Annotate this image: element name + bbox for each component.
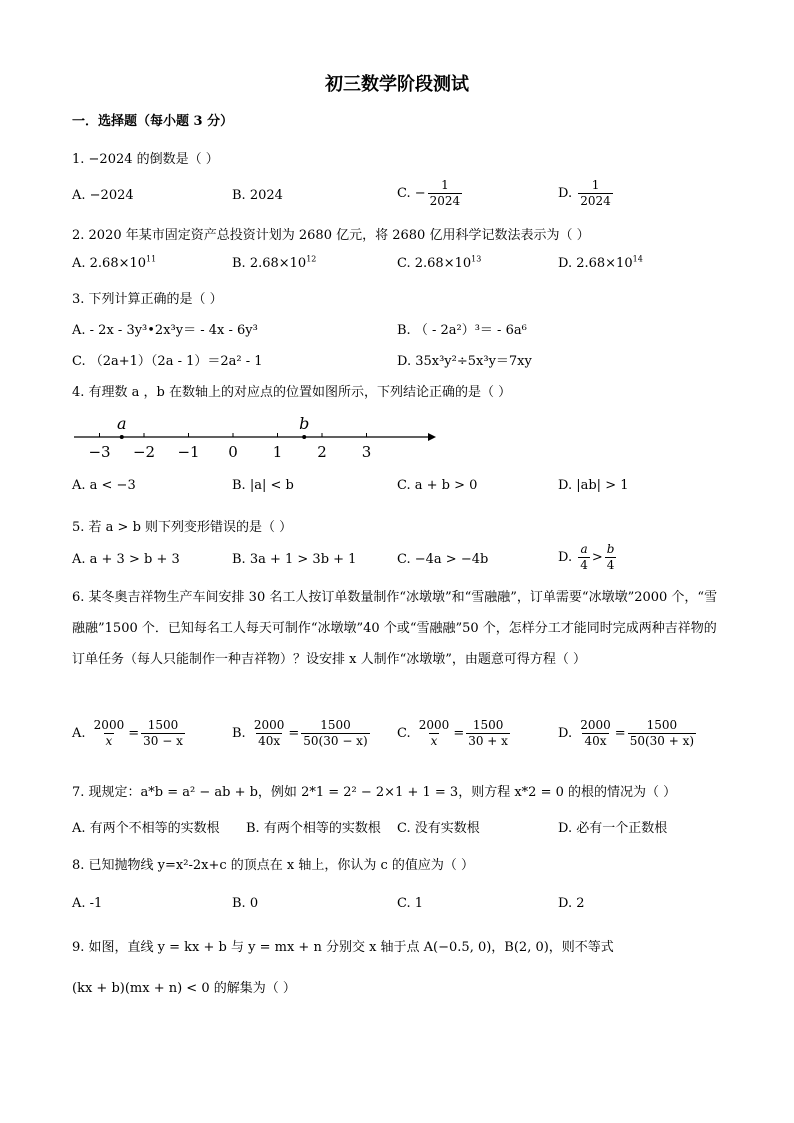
q6-c-left xyxy=(417,718,452,749)
q5-d-left-fraction xyxy=(578,542,590,573)
point-a-dot xyxy=(120,435,124,439)
q6-d-right xyxy=(628,718,696,749)
q8-stem: 8. 已知抛物线 y=x²-2x+c 的顶点在 x 轴上，你认为 c 的值应为（ ） xyxy=(72,858,475,873)
q8-option-b: B. 0 xyxy=(232,896,259,911)
q6-b-left xyxy=(252,718,287,749)
q4-stem: 4. 有理数 a ，b 在数轴上的对应点的位置如图所示，下列结论正确的是（ ） xyxy=(72,385,512,400)
q2-option-c-base: C. 2.68×10 xyxy=(397,256,472,271)
q2-option-d-base: D. 2.68×10 xyxy=(558,256,633,271)
number-line-tick-label: 2 xyxy=(317,443,327,461)
q5-d-operator: > xyxy=(591,550,603,565)
q6-option-c xyxy=(397,718,512,749)
q1-option-d xyxy=(558,178,615,209)
q8-option-c: C. 1 xyxy=(397,896,424,911)
q7-option-b: B. 有两个相等的实数根 xyxy=(246,821,381,836)
q2-option-b-exponent: 12 xyxy=(306,254,317,264)
fraction-numerator: 1500 xyxy=(646,718,678,732)
q5-option-c: C. −4a > −4b xyxy=(397,552,489,567)
fraction-numerator: 1500 xyxy=(320,718,351,732)
q6-option-c-label: C. xyxy=(397,726,411,741)
q9-line-1: 9. 如图，直线 y = kx + b 与 y = mx + n 分别交 x 轴于点 A(−0.5, 0)，B(2, 0)，则不等式 xyxy=(72,940,614,955)
number-line-tick-label: −3 xyxy=(88,443,111,461)
q2-option-c-exponent: 13 xyxy=(471,254,482,264)
q2-option-a xyxy=(72,256,156,271)
fraction-numerator: b xyxy=(606,542,615,556)
equals-sign: = xyxy=(128,726,140,741)
q3-stem: 3. 下列计算正确的是（ ） xyxy=(72,292,223,307)
fraction-numerator: 1 xyxy=(591,178,600,192)
q5-option-b: B. 3a + 1 > 3b + 1 xyxy=(232,552,357,567)
q5-stem: 5. 若 a > b 则下列变形错误的是（ ） xyxy=(72,520,293,535)
q6-a-right xyxy=(141,718,185,749)
equals-sign: = xyxy=(614,726,626,741)
q8-option-a: A. -1 xyxy=(72,896,103,911)
q2-option-a-exponent: 11 xyxy=(146,254,157,264)
q1-stem: 1. −2024 的倒数是（ ） xyxy=(72,152,219,167)
fraction-denominator: 4 xyxy=(606,558,615,572)
q6-option-d xyxy=(558,718,698,749)
q2-option-b xyxy=(232,256,316,271)
q5-option-d-label: D. xyxy=(558,550,573,565)
q6-option-a xyxy=(72,718,187,749)
fraction-numerator: 1500 xyxy=(147,718,179,732)
fraction-denominator: 40x xyxy=(584,734,607,748)
q5-option-a: A. a + 3 > b + 3 xyxy=(72,552,180,567)
q3-option-c: C. （2a+1）（2a ‑ 1）＝2a² ‑ 1 xyxy=(72,354,263,369)
q4-option-d: D. |ab| > 1 xyxy=(558,478,629,493)
equals-sign: = xyxy=(288,726,300,741)
fraction-numerator: 2000 xyxy=(580,718,611,732)
q2-stem: 2. 2020 年某市固定资产总投资计划为 2680 亿元，将 2680 亿用科学记数法表示为（ ） xyxy=(72,228,590,243)
page-title: 初三数学阶段测试 xyxy=(325,74,469,95)
number-line-tick-label: 3 xyxy=(361,443,372,461)
number-line-tick-label: 1 xyxy=(272,443,283,461)
number-line-points xyxy=(117,414,309,439)
q7-stem: 7. 现规定：a*b = a² − ab + b，例如 2*1 = 2² − 2×1 + 1 = 3，则方程 x*2 = 0 的根的情况为（ ） xyxy=(72,785,677,800)
fraction-denominator: 30 + x xyxy=(468,734,508,748)
fraction-denominator: x xyxy=(105,734,113,748)
q6-c-right xyxy=(466,718,510,749)
fraction-numerator: a xyxy=(580,542,588,556)
q1-option-c-label: C. − xyxy=(397,186,426,201)
q2-option-d-exponent: 14 xyxy=(632,254,643,264)
fraction-denominator: 50(30 + x) xyxy=(629,734,695,748)
fraction-denominator: 50(30 − x) xyxy=(303,734,368,748)
q2-option-c xyxy=(397,256,481,271)
fraction-numerator: 2000 xyxy=(93,718,125,732)
q6-a-left xyxy=(92,718,127,749)
fraction-denominator: x xyxy=(430,734,438,748)
q6-option-b-label: B. xyxy=(232,726,246,741)
q7-option-c: C. 没有实数根 xyxy=(397,821,480,836)
q2-option-a-base: A. 2.68×10 xyxy=(72,256,147,271)
fraction-denominator: 40x xyxy=(258,734,281,748)
fraction-numerator: 2000 xyxy=(253,718,285,732)
point-a-label: a xyxy=(116,414,127,433)
fraction-numerator: 2000 xyxy=(418,718,450,732)
number-line-arrow xyxy=(428,433,436,441)
q6-option-d-label: D. xyxy=(558,726,573,741)
number-line-figure xyxy=(72,410,452,466)
q6-d-left xyxy=(578,718,613,749)
q3-option-d: D. 35x³y²÷5x³y＝7xy xyxy=(397,354,532,369)
point-b-dot xyxy=(302,435,306,439)
fraction-numerator: 1500 xyxy=(472,718,504,732)
number-line-tick-label: −2 xyxy=(132,443,156,461)
q2-option-d xyxy=(558,256,643,271)
q1-option-a: A. −2024 xyxy=(72,188,134,203)
q4-option-a: A. a < −3 xyxy=(72,478,136,493)
q5-d-right-fraction xyxy=(605,542,617,573)
q5-option-d xyxy=(558,542,618,573)
q7-option-d: D. 必有一个正数根 xyxy=(558,821,668,836)
q4-option-b: B. |a| < b xyxy=(232,478,294,493)
fraction-denominator: 2024 xyxy=(429,194,461,208)
q6-option-a-label: A. xyxy=(72,726,86,741)
point-b-label: b xyxy=(299,414,310,433)
q9-line-2: (kx + b)(mx + n) < 0 的解集为（ ） xyxy=(72,981,296,996)
q3-option-b: B. （ ‑ 2a²）³＝ ‑ 6a⁶ xyxy=(397,323,527,338)
q4-option-c: C. a + b > 0 xyxy=(397,478,478,493)
q7-option-a: A. 有两个不相等的实数根 xyxy=(72,821,220,836)
fraction-denominator: 30 − x xyxy=(143,734,183,748)
q6-option-b xyxy=(232,718,372,749)
number-line-tick-label: 0 xyxy=(228,443,238,461)
fraction-denominator: 2024 xyxy=(580,194,611,208)
q1-option-d-fraction xyxy=(578,178,613,209)
q1-option-b: B. 2024 xyxy=(232,188,283,203)
fraction-numerator: 1 xyxy=(441,178,449,192)
q6-b-right xyxy=(301,718,369,749)
q1-option-c-fraction xyxy=(428,178,463,209)
section-heading: 一．选择题（每小题 3 分） xyxy=(72,114,234,129)
q2-option-b-base: B. 2.68×10 xyxy=(232,256,307,271)
q8-option-d: D. 2 xyxy=(558,896,585,911)
q1-option-d-label: D. xyxy=(558,186,573,201)
fraction-denominator: 4 xyxy=(580,558,588,572)
number-line-tick-label: −1 xyxy=(177,443,200,461)
equals-sign: = xyxy=(453,726,465,741)
q6-text: 6. 某冬奥吉祥物生产车间安排 30 名工人按订单数量制作“冰墩墩”和“雪融融”，订单需要“冰墩墩”2000 个，“雪融融”1500 个．已知每名工人每天可制作“冰墩墩”40 个或“雪融融”50 个，怎样分工才能同时完成两种吉祥物的订单任务（每人只能制作一种吉祥物）？设安排 x 人制作“冰墩墩”，由题意可得方程（ ） xyxy=(72,590,718,667)
q1-option-c xyxy=(397,178,464,209)
q3-option-a: A. ‑ 2x ‑ 3y³•2x³y＝ ‑ 4x ‑ 6y³ xyxy=(72,323,258,338)
